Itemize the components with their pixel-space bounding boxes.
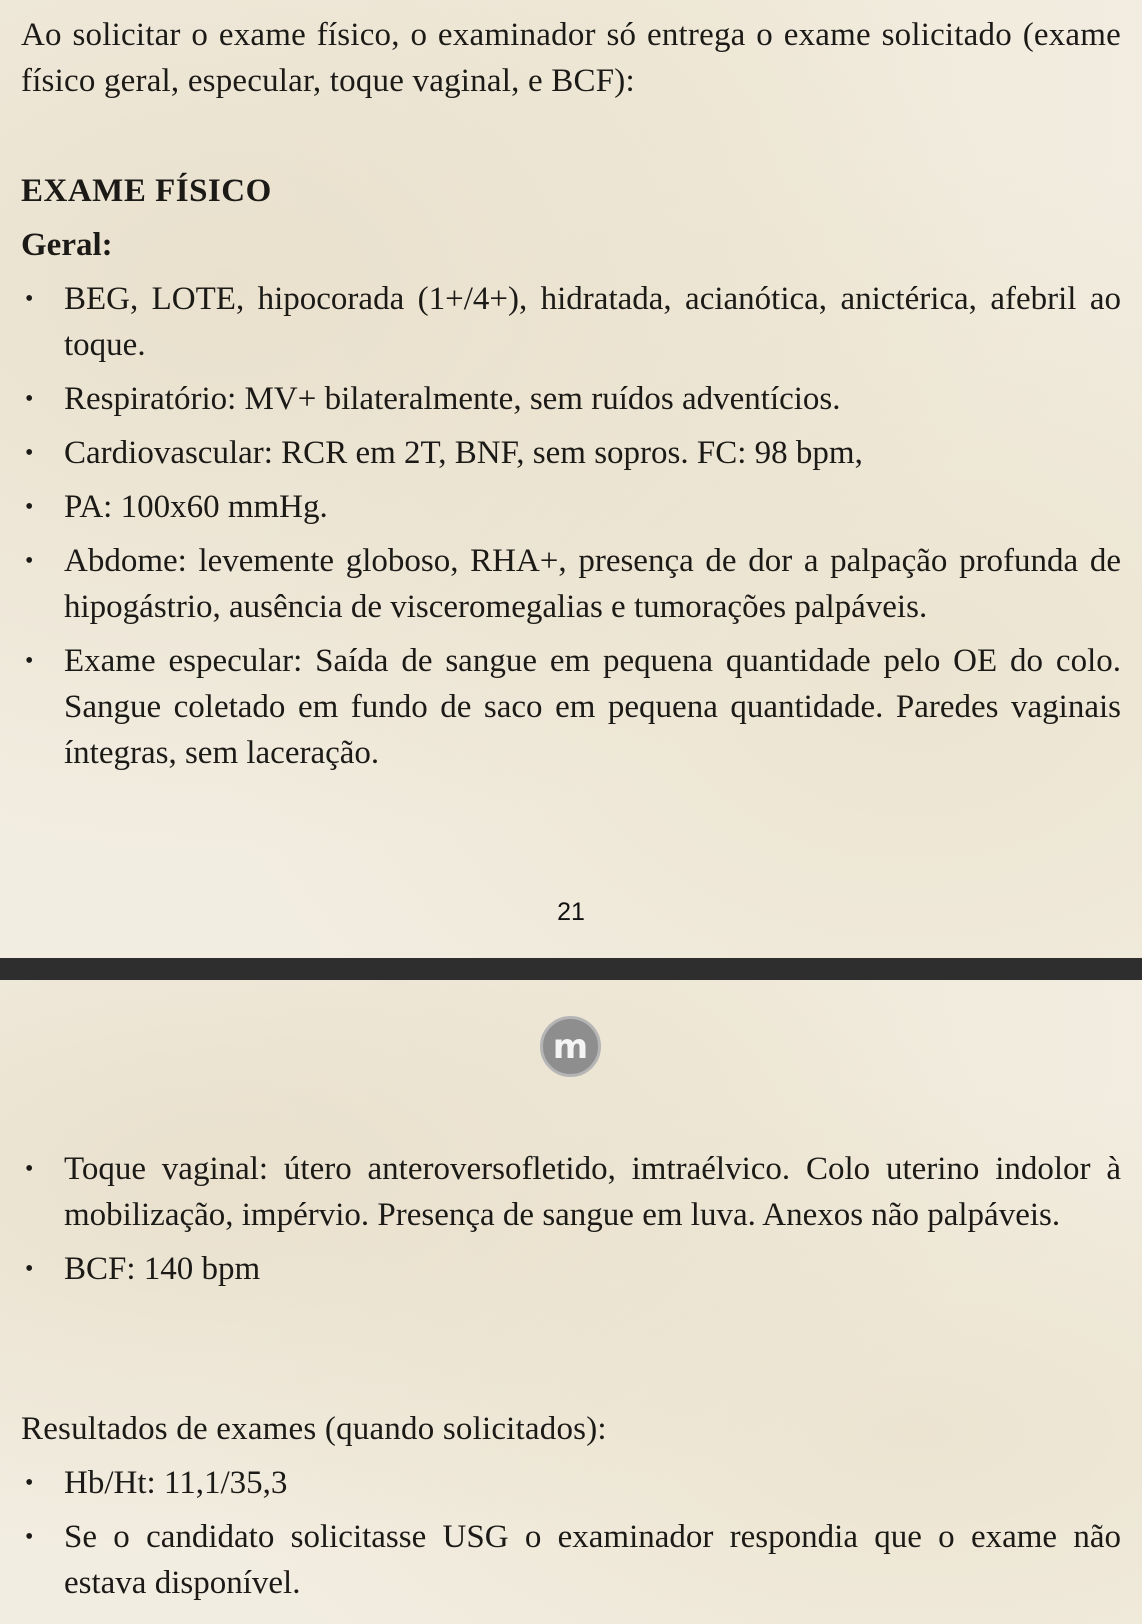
- list-item: • Respiratório: MV+ bilateralmente, sem ruídos adventícios.: [21, 376, 1121, 422]
- bullet-icon: •: [25, 1256, 34, 1282]
- list-item: • BEG, LOTE, hipocorada (1+/4+), hidratada, acianótica, anictérica, afebril ao toque.: [21, 276, 1121, 368]
- bullet-icon: •: [25, 494, 34, 520]
- list-item: • PA: 100x60 mmHg.: [21, 484, 1121, 530]
- list-item: • Se o candidato solicitasse USG o examinador respondia que o exame não estava disponível.: [21, 1514, 1121, 1606]
- bullet-icon: •: [25, 1156, 34, 1182]
- results-section: [21, 1406, 1121, 1614]
- page-bottom-content: [21, 1146, 1121, 1300]
- m-logo-icon: m: [540, 1016, 601, 1077]
- intro-paragraph: Ao solicitar o exame físico, o examinador só entrega o exame solicitado (exame físico geral, especular, toque vaginal, e BCF):: [21, 17, 1121, 99]
- list-item: • Exame especular: Saída de sangue em pequena quantidade pelo OE do colo. Sangue coletado em fundo de saco em pequena quantidade. Paredes vaginais íntegras, sem laceração.: [21, 638, 1121, 776]
- exam-section: [21, 168, 1121, 784]
- exam-list-continued: [21, 1146, 1121, 1292]
- list-item: • BCF: 140 bpm: [21, 1246, 1121, 1292]
- bullet-icon: •: [25, 386, 34, 412]
- bullet-icon: •: [25, 286, 34, 312]
- bullet-icon: •: [25, 440, 34, 466]
- bullet-icon: •: [25, 648, 34, 674]
- exam-list: [21, 276, 1121, 776]
- bullet-icon: •: [25, 548, 34, 574]
- results-heading: Resultados de exames (quando solicitados):: [21, 1411, 607, 1447]
- list-item: • Abdome: levemente globoso, RHA+, presença de dor a palpação profunda de hipogástrio, ausência de visceromegalias e tumorações palpáveis.: [21, 538, 1121, 630]
- page-divider: [0, 958, 1142, 980]
- section-title: EXAME FÍSICO: [21, 173, 272, 209]
- bullet-icon: •: [25, 1524, 34, 1550]
- list-item: • Toque vaginal: útero anteroversofletido, imtraélvico. Colo uterino indolor à mobilização, impérvio. Presença de sangue em luva. Anexos não palpáveis.: [21, 1146, 1121, 1238]
- page-number: 21: [557, 898, 585, 926]
- subsection-title: Geral:: [21, 227, 113, 263]
- list-item: • Hb/Ht: 11,1/35,3: [21, 1460, 1121, 1506]
- results-list: [21, 1460, 1121, 1606]
- page-top-content: [21, 12, 1121, 104]
- list-item: • Cardiovascular: RCR em 2T, BNF, sem sopros. FC: 98 bpm,: [21, 430, 1121, 476]
- bullet-icon: •: [25, 1470, 34, 1496]
